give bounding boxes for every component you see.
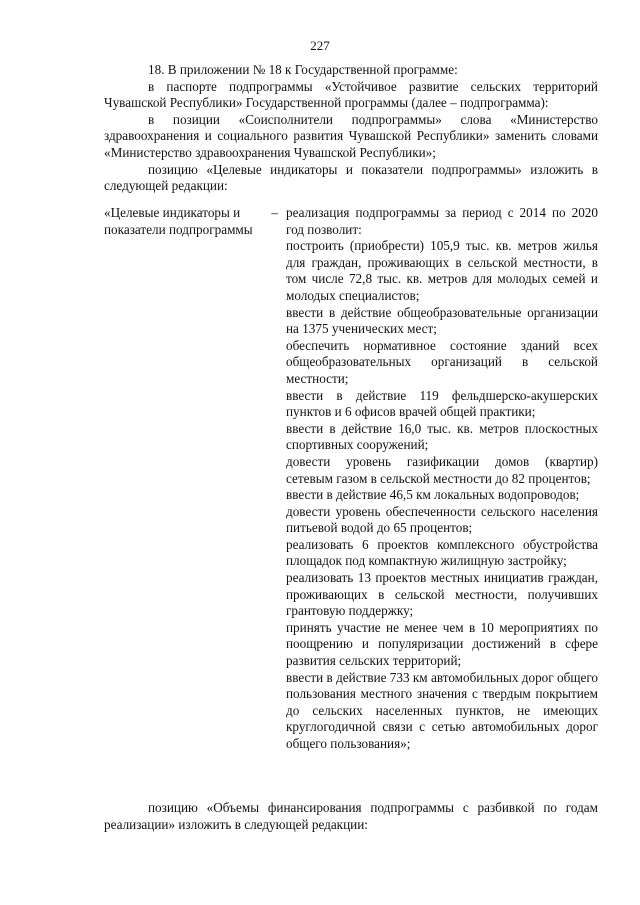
indicators-label-line1: «Целевые индикаторы и: [104, 205, 241, 220]
page-number: 227: [310, 38, 330, 53]
indicator-item: довести уровень обеспеченности сельского населения питьевой водой до 65 процентов;: [286, 503, 598, 536]
indicator-item: реализация подпрограммы за период с 2014 по 2020 год позволит:: [286, 205, 598, 237]
indicators-label-dash: –: [271, 205, 278, 220]
indicator-item: ввести в действие 16,0 тыс. кв. метров плоскостных спортивных сооружений;: [286, 420, 598, 453]
paragraph-financing: позицию «Объемы финансирования подпрограммы с разбивкой по годам реализации» изложить в следующей редакции:: [104, 800, 598, 832]
indicator-item: довести уровень газификации домов (квартир) сетевым газом в сельской местности до 82 процентов;: [286, 453, 598, 486]
paragraph-indicators-intro: позицию «Целевые индикаторы и показатели подпрограммы» изложить в следующей редакции:: [104, 161, 598, 194]
paragraph-passport: в паспорте подпрограммы «Устойчивое развитие сельских территорий Чувашской Республики» Государственной программы (далее – подпрограмма):: [104, 78, 598, 111]
paragraph-appendix-18: 18. В приложении № 18 к Государственной программе:: [148, 62, 458, 77]
indicator-item: ввести в действие 119 фельдшерско-акушерских пунктов и 6 офисов врачей общей практики;: [286, 387, 598, 420]
outro-section: [104, 800, 598, 833]
indicator-item: реализовать 13 проектов местных инициатив граждан, проживающих в сельской местности, получивших грантовую поддержку;: [286, 570, 598, 619]
indicator-item: реализовать 6 проектов комплексного обустройства площадок под компактную жилищную застройку;: [286, 536, 598, 569]
indicators-label-line2: показатели подпрограммы: [104, 221, 253, 237]
intro-section: [104, 62, 598, 195]
indicator-item: ввести в действие 46,5 км локальных водопроводов;: [286, 487, 580, 503]
indicator-item: обеспечить нормативное состояние зданий всех общеобразовательных организаций в сельской местности;: [286, 337, 598, 386]
indicator-item: ввести в действие 733 км автомобильных дорог общего пользования местного значения с твердым покрытием до сельских населенных пунктов, не имеющих круглогодичной связи с сетью автомобильных дорог общего пользования»;: [286, 669, 598, 751]
paragraph-coexecutors: в позиции «Соисполнители подпрограммы» слова «Министерство здравоохранения и социального развития Чувашской Республики» заменить словами «Министерство здравоохранения Чувашской Республики»;: [104, 111, 598, 160]
indicator-item: ввести в действие общеобразовательные организации на 1375 ученических мест;: [286, 304, 598, 337]
indicator-item: принять участие не менее чем в 10 мероприятиях по поощрению и популяризации достижений в сфере развития сельских территорий;: [286, 619, 598, 669]
indicators-label-cell: [104, 205, 278, 238]
indicator-item: построить (приобрести) 105,9 тыс. кв. метров жилья для граждан, проживающих в сельской местности, в том числе 72,8 тыс. кв. метров для молодых семей и молодых специалистов;: [286, 238, 598, 303]
indicators-value-cell: [286, 205, 598, 753]
